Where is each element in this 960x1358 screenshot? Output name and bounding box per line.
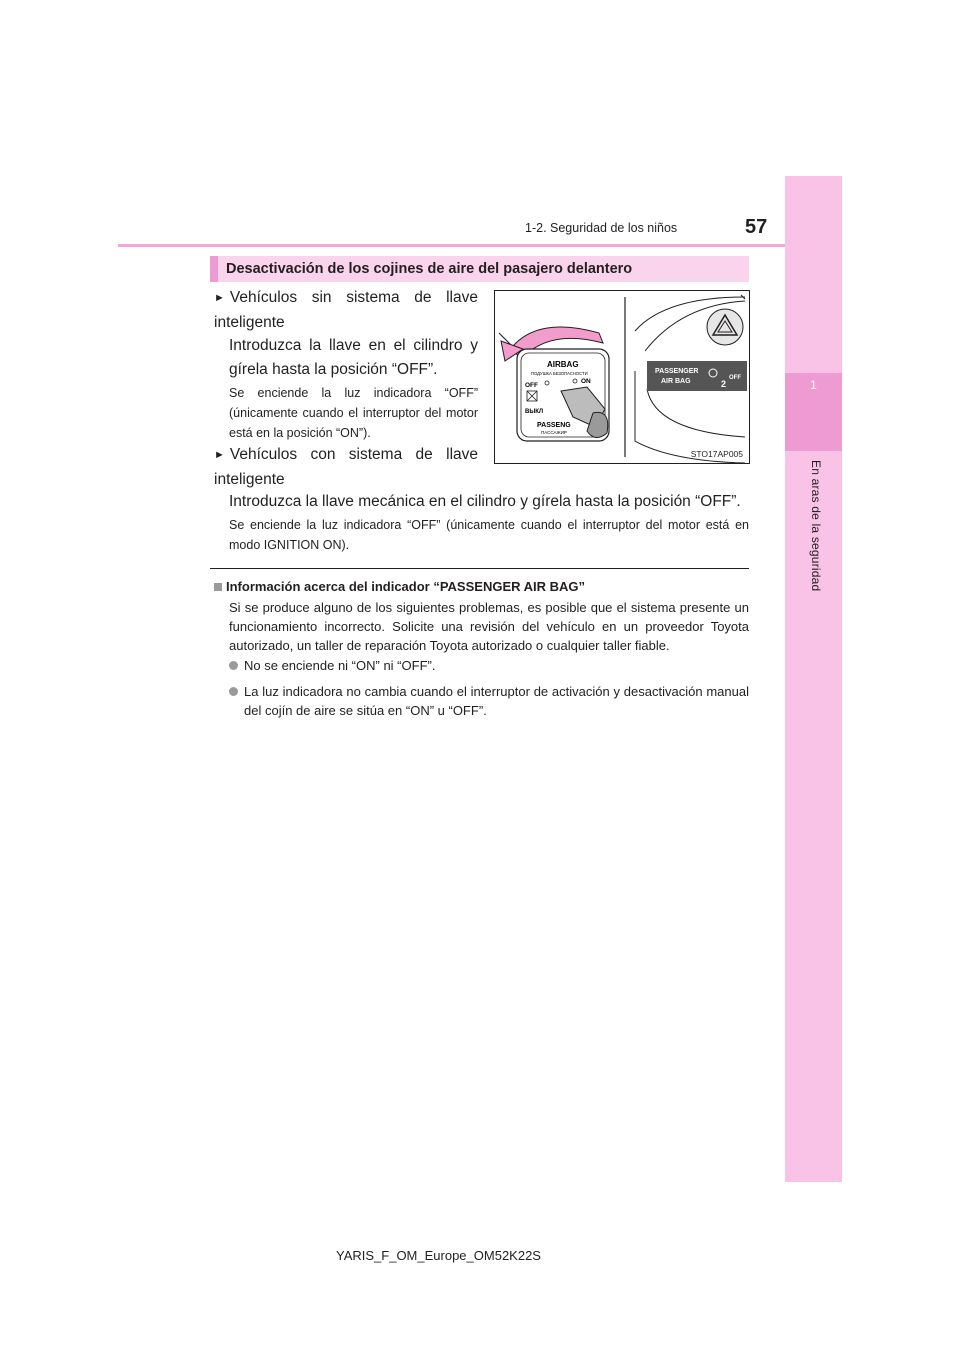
circle-bullet-icon	[229, 661, 238, 670]
item1-instruction: Introduzca la llave en el cilindro y gírela hasta la posición “OFF”.	[229, 337, 478, 378]
info-title-block	[214, 579, 749, 594]
circle-bullet-icon	[229, 687, 238, 696]
chapter-number	[785, 373, 842, 451]
info-body: Si se produce alguno de los siguientes problemas, es posible que el sistema presente un funcionamiento incorrecto. Solicite una revisión del vehículo en un proveedor Toyota autorizado, un taller de reparación Toyota autorizado o cualquier taller fiable.	[229, 600, 749, 653]
switch-off-text: OFF	[525, 382, 538, 389]
info-bullet-1	[229, 656, 749, 675]
figure-code: STO17AP005	[690, 449, 743, 459]
side-chapter-tab	[785, 176, 842, 1182]
arrow-right-icon: ►	[214, 292, 225, 304]
switch-passazh-text: ПАССАЖИР	[541, 430, 567, 435]
chapter-number-text: 1	[810, 378, 817, 392]
info-title: Información acerca del indicador “PASSENGER AIR BAG”	[226, 579, 586, 594]
item2-instruction: Introduzca la llave mecánica en el cilindro y gírela hasta la posición “OFF”.	[229, 493, 741, 510]
indicator-2-text: 2	[721, 379, 727, 389]
square-bullet-icon	[214, 583, 222, 591]
item1-note: Se enciende la luz indicadora “OFF” (únicamente cuando el interruptor del motor está en la posición “ON”).	[229, 386, 478, 440]
section-title: 1-2. Seguridad de los niños	[525, 221, 678, 235]
item2-title-block	[214, 443, 478, 492]
airbag-switch-illustration	[495, 291, 749, 463]
page-number: 57	[745, 216, 768, 238]
footer-doc-id: YARIS_F_OM_Europe_OM52K22S	[336, 1248, 541, 1263]
switch-passeng-text: PASSENG	[537, 422, 571, 429]
switch-ru-text: ПОДУШКА БЕЗОПАСНОСТИ	[531, 371, 588, 376]
item2-note: Se enciende la luz indicadora “OFF” (únicamente cuando el interruptor del motor está en modo IGNITION ON).	[229, 518, 749, 552]
section-banner-title: Desactivación de los cojines de aire del pasajero delantero	[226, 261, 633, 277]
info-bullet-1-text: No se enciende ni “ON” ni “OFF”.	[244, 658, 436, 673]
item1-title: Vehículos sin sistema de llave inteligente	[214, 289, 478, 331]
header-rule	[118, 244, 785, 247]
indicator-off-text: OFF	[729, 375, 741, 381]
chapter-label: En aras de la seguridad	[809, 460, 823, 592]
airbag-switch-figure	[494, 290, 750, 464]
info-bullet-2-text: La luz indicadora no cambia cuando el interruptor de activación y desactivación manual del cojín de aire se sitúa en “ON” u “OFF”.	[244, 684, 749, 718]
switch-on-text: ON	[581, 378, 591, 385]
item1-title-block	[214, 286, 478, 335]
info-bullet-2	[229, 682, 749, 720]
section-divider	[210, 568, 749, 569]
switch-vykl-text: ВЫКЛ	[525, 409, 544, 415]
section-banner	[210, 256, 749, 282]
item2-title: Vehículos con sistema de llave inteligente	[214, 446, 478, 488]
indicator-passenger-text: PASSENGER	[655, 368, 699, 375]
indicator-airbag-text: AIR BAG	[661, 378, 691, 385]
switch-airbag-text: AIRBAG	[547, 360, 579, 369]
arrow-right-icon: ►	[214, 449, 225, 461]
